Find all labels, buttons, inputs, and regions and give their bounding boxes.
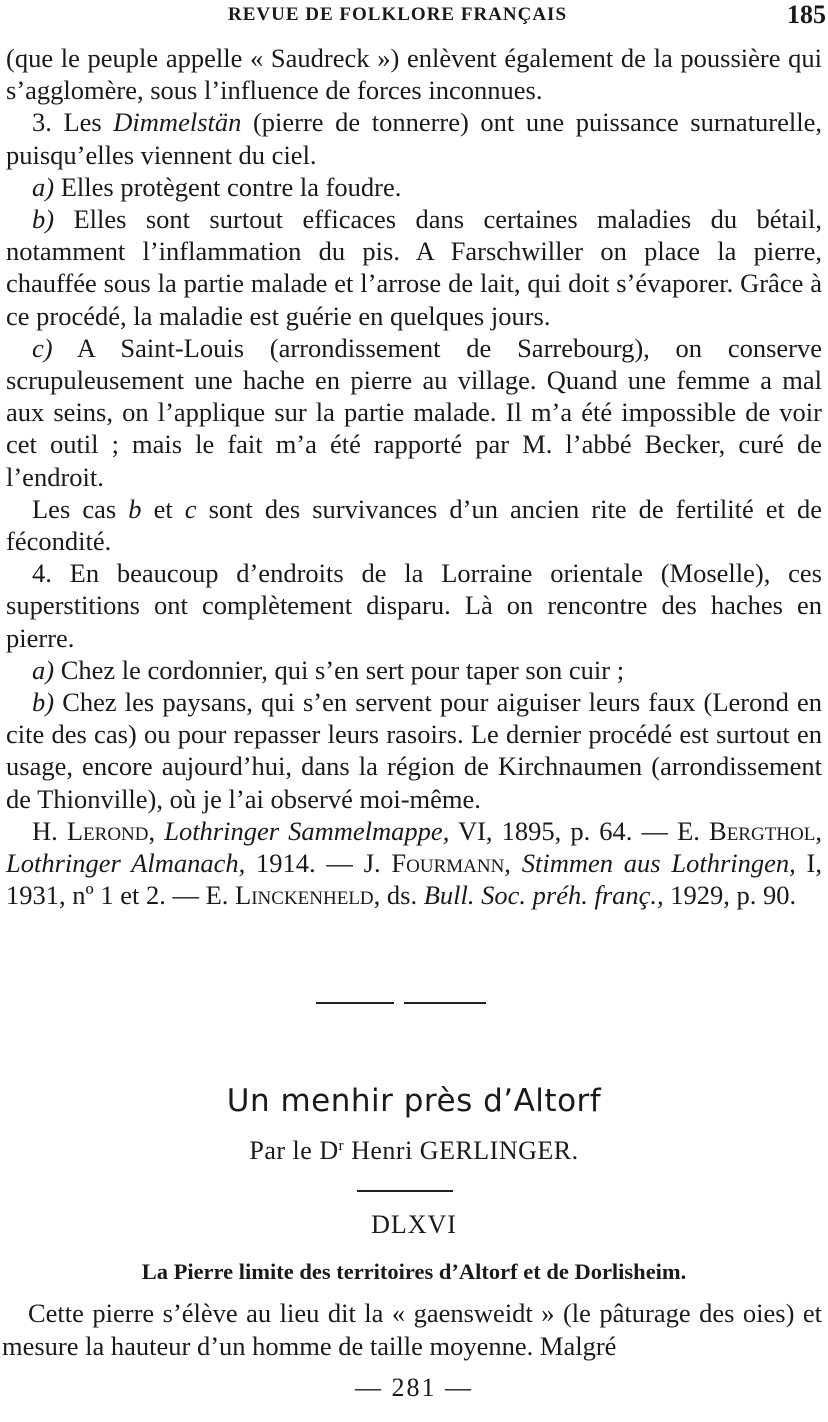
list-marker: a): [32, 654, 55, 685]
title-rule: [357, 1190, 453, 1192]
paragraph: Cette pierre s’élève au lieu dit la « gaensweidt » (le pâturage des oies) et mesure la hauteur d’un homme de taille moyenne. Malgré: [2, 1298, 822, 1361]
article-title: Un menhir près d’Altorf: [226, 1083, 602, 1119]
divider-segment: [316, 1002, 394, 1004]
folio-page-number: 185: [787, 0, 826, 29]
references: H. Lerond, Lothringer Sammelmappe, VI, 1895, p. 64. — E. Bergthol, Lothringer Almanach, 1914. — J. Fourmann, Stimmen aus Lothringen, I, 1931, nº 1 et 2. — E. Linckenheld, ds. Bull. Soc. préh. franç., 1929, p. 90.: [6, 815, 822, 911]
body-text: [6, 42, 822, 911]
paragraph: Les cas b et c sont des survivances d’un ancien rite de fertilité et de fécondité.: [6, 493, 822, 557]
running-head: [0, 2, 828, 30]
paragraph: b) Chez les paysans, qui s’en servent pour aiguiser leurs faux (Lerond en cite des cas) ou pour repasser leurs rasoirs. Le dernier procédé est surtout en usage, encore aujourd’hui, dans la région de Kirchnaumen (arrondissement de Thionville), où je l’ai observé moi-même.: [6, 687, 822, 814]
section-divider-rule: [316, 1002, 486, 1004]
list-marker: c): [32, 332, 53, 363]
byline: Par le $D^r$ Henri GERLINGER.: [249, 1136, 579, 1165]
paragraph: 3. Les Dimmelstän (pierre de tonnerre) ont une puissance surnaturelle, puisqu’elles viennent du ciel.: [6, 107, 823, 170]
paragraph: c) A Saint-Louis (arrondissement de Sarrebourg), on conserve scrupuleusement une hache en pierre au village. Quand une femme a mal aux seins, on l’applique sur la partie malade. Il m’a été impossible de voir cet outil ; mais le fait m’a été rapporté par M. l’abbé Becker, curé de l’endroit.: [6, 332, 822, 492]
term-italic: Dimmelstän: [113, 107, 242, 138]
list-marker: b): [32, 204, 55, 235]
paragraph: b) Elles sont surtout efficaces dans certaines maladies du bétail, notamment l’inflammation du pis. A Farschwiller on place la pierre, chauffée sous la partie malade et l’arrose de lait, qui doit s’évaporer. Grâce à ce procédé, la maladie est guérie en quelques jours.: [6, 204, 822, 331]
section-body: [2, 1297, 822, 1363]
running-title: REVUE DE FOLKLORE FRANÇAIS: [228, 4, 568, 25]
list-marker: a): [32, 171, 55, 202]
paragraph: a) Elles protègent contre la foudre.: [32, 171, 402, 202]
section-heading: La Pierre limite des territoires d’Altorf et de Dorlisheim.: [141, 1259, 687, 1284]
paragraph: 4. En beaucoup d’endroits de la Lorraine orientale (Moselle), ces superstitions ont complètement disparu. Là on rencontre des haches en pierre.: [6, 558, 822, 653]
section-number: DLXVI: [371, 1210, 457, 1239]
divider-segment: [404, 1002, 486, 1004]
list-marker: b): [32, 687, 55, 718]
page-footer-number: — 281 —: [355, 1373, 473, 1402]
paragraph: a) Chez le cordonnier, qui s’en sert pour taper son cuir ;: [32, 654, 625, 685]
paragraph: (que le peuple appelle « Saudreck ») enlèvent également de la poussière qui s’agglomère, sous l’influence de forces inconnues.: [6, 43, 822, 106]
